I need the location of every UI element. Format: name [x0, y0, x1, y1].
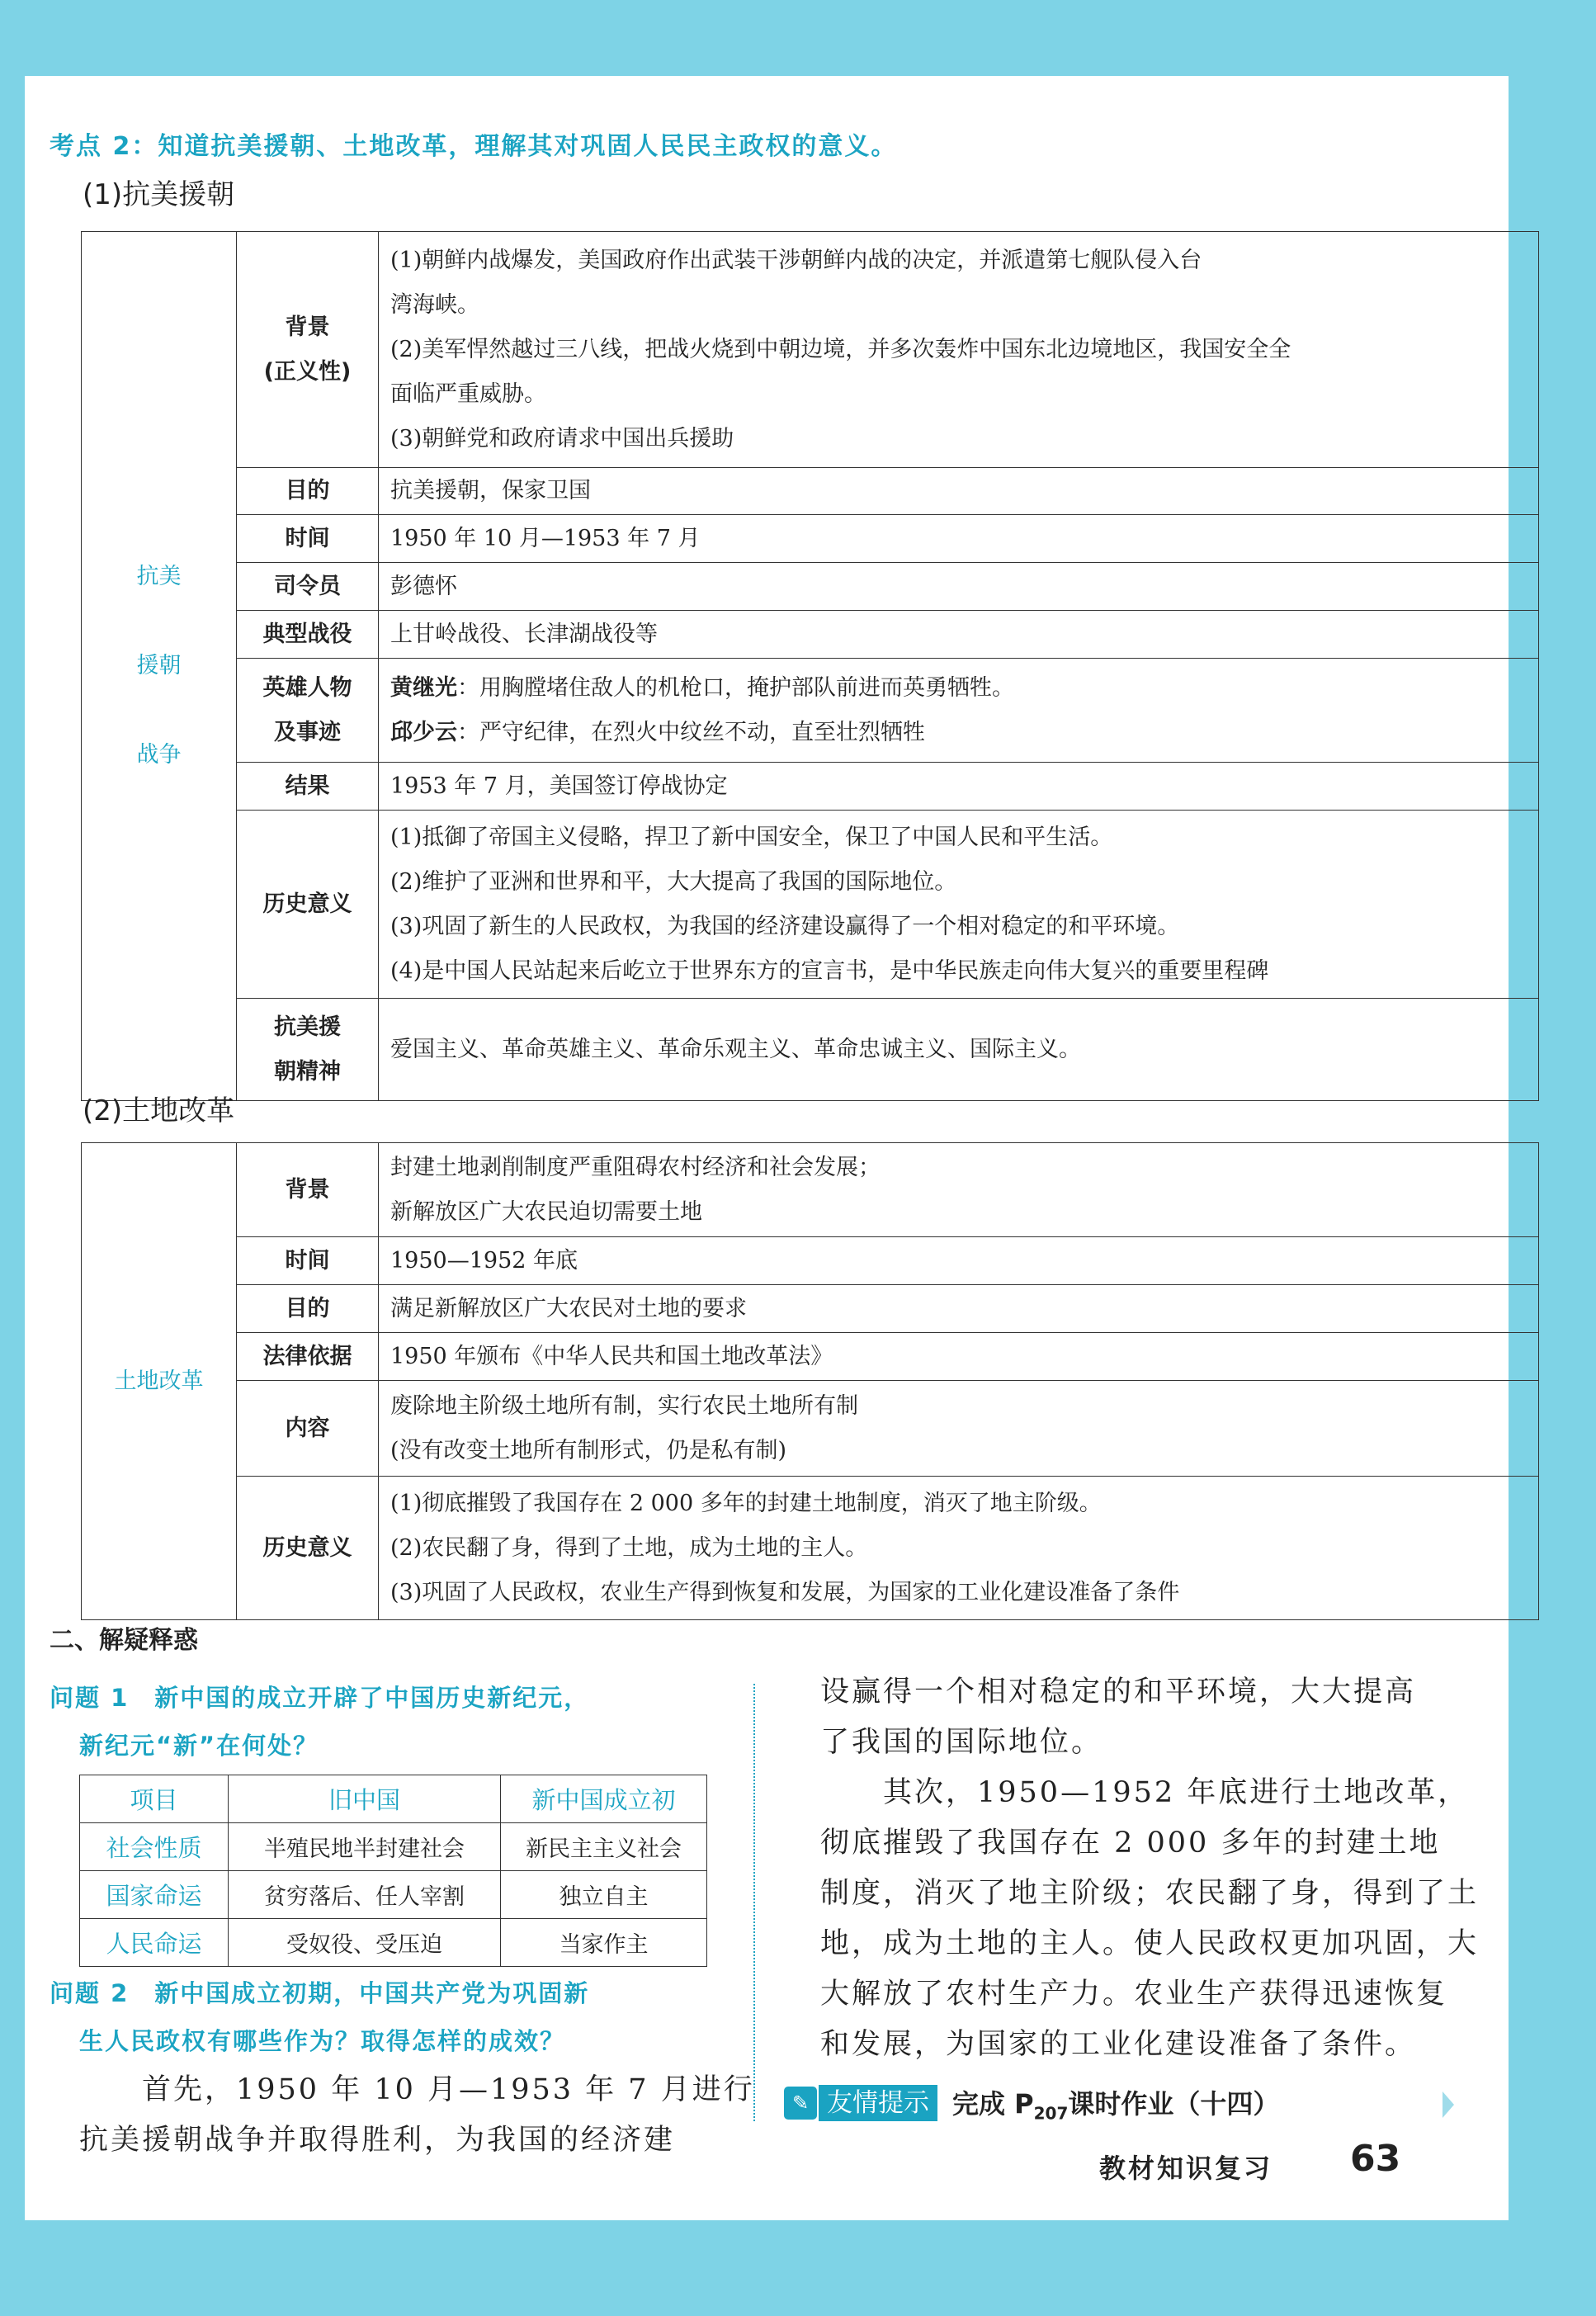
tip-text-post: 课时作业（十四） [1068, 2088, 1280, 2120]
row-content [379, 763, 1539, 811]
section-title-tudi: (2)土地改革 [83, 1094, 235, 1127]
row-label-line: 背景 [285, 314, 330, 340]
tip-text [952, 2083, 1279, 2123]
row-label-line: 英雄人物 [262, 674, 352, 701]
compare-cell: 新民主主义社会 [501, 1823, 707, 1871]
side-label-line: 土地改革 [114, 1368, 204, 1394]
table-row [82, 611, 1539, 659]
table-row [82, 811, 1539, 999]
content-line: (1)朝鲜内战爆发，美国政府作出武装干涉朝鲜内战的决定，并派遣第七舰队侵入台 [390, 247, 1202, 273]
compare-table-row [80, 1919, 707, 1967]
content-line: 1950—1952 年底 [390, 1247, 578, 1274]
row-label-line: 结果 [285, 773, 330, 799]
hero-deed: ：用胸膛堵住敌人的机枪口，掩护部队前进而英勇牺牲。 [457, 674, 1014, 701]
row-label-line: 及事迹 [274, 719, 341, 745]
table-row [82, 1477, 1539, 1620]
row-label [237, 1285, 379, 1333]
compare-row-label: 国家命运 [80, 1871, 229, 1919]
table-row [82, 1285, 1539, 1333]
row-label [237, 811, 379, 999]
row-content [379, 1477, 1539, 1620]
table-row [82, 515, 1539, 563]
row-label-line: 内容 [285, 1415, 330, 1441]
content-line: 新解放区广大农民迫切需要土地 [390, 1198, 702, 1225]
table-row [82, 232, 1539, 468]
frame-bottom-border [0, 2220, 1596, 2316]
compare-row-label: 社会性质 [80, 1823, 229, 1871]
content-line: (没有改变土地所有制形式，仍是私有制) [390, 1437, 787, 1463]
table-row [82, 1333, 1539, 1381]
table-kangmei [81, 231, 1539, 1101]
row-label [237, 763, 379, 811]
row-content [379, 563, 1539, 611]
page-number: 63 [1350, 2138, 1401, 2180]
compare-table-header [80, 1775, 707, 1823]
row-content [379, 1143, 1539, 1237]
answer-line: 设赢得一个相对稳定的和平环境，大大提高 [820, 1676, 1417, 1709]
row-label-line: (正义性) [263, 358, 352, 385]
friendly-tip [784, 2083, 1279, 2123]
table-row [82, 999, 1539, 1101]
content-line: (3)巩固了新生的人民政权，为我国的经济建设赢得了一个相对稳定的和平环境。 [390, 913, 1180, 939]
answer-line: 抗美援朝战争并取得胜利，为我国的经济建 [79, 2124, 676, 2157]
compare-table-row [80, 1823, 707, 1871]
section-title-kangmei: (1)抗美援朝 [83, 178, 235, 211]
table-row [82, 659, 1539, 763]
row-label [237, 659, 379, 763]
row-content [379, 1333, 1539, 1381]
content-line: (3)朝鲜党和政府请求中国出兵援助 [390, 425, 734, 451]
row-label-line: 目的 [285, 1295, 330, 1321]
answer-line: 制度，消灭了地主阶级；农民翻了身，得到了土 [820, 1877, 1480, 1910]
row-content [379, 232, 1539, 468]
row-content [379, 999, 1539, 1101]
row-label-line: 历史意义 [262, 891, 352, 917]
content-line: 废除地主阶级土地所有制，实行农民土地所有制 [390, 1392, 858, 1419]
answer-line: 其次，1950—1952 年底进行土地改革， [820, 1776, 1470, 1809]
row-label [237, 1381, 379, 1477]
compare-header-cell: 新中国成立初 [501, 1775, 707, 1823]
content-line: (2)农民翻了身，得到了土地，成为土地的主人。 [390, 1534, 868, 1561]
content-line: 抗美援朝，保家卫国 [390, 478, 591, 503]
hero-line [390, 666, 1527, 711]
row-label [237, 611, 379, 659]
content-line: (2)美军悍然越过三八线，把战火烧到中朝边境，并多次轰炸中国东北边境地区，我国安全全 [390, 336, 1291, 362]
question-1-line1: 问题 1 新中国的成立开辟了中国历史新纪元， [50, 1684, 590, 1712]
row-label-line: 司令员 [274, 573, 341, 599]
question-1 [50, 1674, 589, 1770]
side-label [82, 1143, 237, 1620]
part2-title: 二、解疑释惑 [50, 1626, 198, 1655]
row-content [379, 468, 1539, 515]
row-content [379, 611, 1539, 659]
row-label [237, 232, 379, 468]
compare-table-row [80, 1871, 707, 1919]
hero-line [390, 711, 1527, 755]
content-line: 封建土地剥削制度严重阻碍农村经济和社会发展； [390, 1154, 881, 1180]
table-row [82, 1381, 1539, 1477]
compare-cell: 受奴役、受压迫 [229, 1919, 501, 1967]
table-row [82, 1237, 1539, 1285]
compare-cell: 贫穷落后、任人宰割 [229, 1871, 501, 1919]
row-label-line: 法律依据 [262, 1343, 352, 1369]
row-content [379, 515, 1539, 563]
answer-line: 大解放了农村生产力。农业生产获得迅速恢复 [820, 1978, 1448, 2011]
footer-label: 教材知识复习 [1099, 2153, 1273, 2184]
table-tudi [81, 1142, 1539, 1620]
content-line: 满足新解放区广大农民对土地的要求 [390, 1295, 747, 1321]
row-label [237, 515, 379, 563]
answer-line: 和发展，为国家的工业化建设准备了条件。 [820, 2028, 1417, 2061]
row-content [379, 659, 1539, 763]
side-label-line: 战争 [136, 742, 182, 768]
answer-left-column [79, 2065, 755, 2166]
row-label-line: 时间 [285, 525, 330, 551]
question-2-line2: 生人民政权有哪些作为？取得怎样的成效？ [79, 2027, 566, 2055]
tip-page-sub: 207 [1033, 2103, 1069, 2124]
row-label-line: 朝精神 [274, 1058, 341, 1085]
compare-header-cell: 旧中国 [229, 1775, 501, 1823]
row-label-line: 抗美援 [274, 1014, 341, 1040]
answer-right-column [820, 1667, 1479, 2070]
tip-label: 友情提示 [819, 2085, 937, 2121]
side-label [82, 232, 237, 1101]
row-label [237, 999, 379, 1101]
next-arrow-icon [1443, 2091, 1454, 2118]
pencil-note-icon: ✎ [784, 2087, 817, 2120]
row-content [379, 1381, 1539, 1477]
compare-header-cell: 项目 [80, 1775, 229, 1823]
answer-line: 地，成为土地的主人。使人民政权更加巩固，大 [820, 1927, 1480, 1960]
side-label-line: 援朝 [136, 653, 182, 678]
frame-left-border [0, 0, 25, 2316]
table-row [82, 563, 1539, 611]
row-label [237, 1143, 379, 1237]
content-line: (1)彻底摧毁了我国存在 2 000 多年的封建土地制度，消灭了地主阶级。 [390, 1490, 1102, 1516]
content-line: 彭德怀 [390, 573, 457, 599]
row-label [237, 468, 379, 515]
answer-line: 首先，1950 年 10 月—1953 年 7 月进行 [79, 2073, 755, 2106]
row-label-line: 目的 [285, 478, 330, 503]
row-label [237, 563, 379, 611]
table-row [82, 468, 1539, 515]
frame-top-border [0, 0, 1596, 76]
row-label [237, 1477, 379, 1620]
row-label [237, 1237, 379, 1285]
content-line: 爱国主义、革命英雄主义、革命乐观主义、革命忠诚主义、国际主义。 [390, 1036, 1081, 1062]
content-line: 1950 年 10 月—1953 年 7 月 [390, 525, 701, 551]
hero-name: 邱少云 [390, 719, 457, 745]
content-line: 1950 年颁布《中华人民共和国土地改革法》 [390, 1343, 833, 1369]
row-label-line: 背景 [285, 1176, 330, 1203]
table-row [82, 1143, 1539, 1237]
compare-cell: 独立自主 [501, 1871, 707, 1919]
content-line: (2)维护了亚洲和世界和平，大大提高了我国的国际地位。 [390, 868, 957, 895]
kaodian-heading: 考点 2：知道抗美援朝、土地改革，理解其对巩固人民民主政权的意义。 [50, 132, 898, 161]
answer-line: 了我国的国际地位。 [820, 1726, 1103, 1759]
row-label-line: 历史意义 [262, 1534, 352, 1561]
row-content [379, 1285, 1539, 1333]
content-line: 上甘岭战役、长津湖战役等 [390, 621, 658, 647]
compare-cell: 当家作主 [501, 1919, 707, 1967]
content-line: (4)是中国人民站起来后屹立于世界东方的宣言书，是中华民族走向伟大复兴的重要里程碑 [390, 957, 1269, 984]
row-content [379, 811, 1539, 999]
tip-text-pre: 完成 P [952, 2088, 1034, 2120]
content-line: 1953 年 7 月，美国签订停战协定 [390, 773, 728, 799]
content-line: 湾海峡。 [390, 291, 479, 318]
compare-cell: 半殖民地半封建社会 [229, 1823, 501, 1871]
content-line: (3)巩固了人民政权，农业生产得到恢复和发展，为国家的工业化建设准备了条件 [390, 1579, 1180, 1605]
content-line: 面临严重威胁。 [390, 380, 546, 407]
table-row [82, 763, 1539, 811]
content-line: (1)抵御了帝国主义侵略，捍卫了新中国安全，保卫了中国人民和平生活。 [390, 824, 1113, 850]
row-label [237, 1333, 379, 1381]
column-divider [753, 1684, 755, 2121]
compare-row-label: 人民命运 [80, 1919, 229, 1967]
question-1-line2: 新纪元“新”在何处？ [79, 1732, 319, 1760]
compare-table [79, 1775, 707, 1967]
side-label-line: 抗美 [136, 564, 182, 589]
row-label-line: 典型战役 [262, 621, 352, 647]
question-2-line1: 问题 2 新中国成立初期，中国共产党为巩固新 [50, 1979, 590, 2007]
row-content [379, 1237, 1539, 1285]
hero-deed: ：严守纪律，在烈火中纹丝不动，直至壮烈牺牲 [457, 719, 925, 745]
answer-line: 彻底摧毁了我国存在 2 000 多年的封建土地 [820, 1827, 1441, 1860]
row-label-line: 时间 [285, 1247, 330, 1274]
hero-name: 黄继光 [390, 674, 457, 701]
question-2 [50, 1969, 589, 2065]
